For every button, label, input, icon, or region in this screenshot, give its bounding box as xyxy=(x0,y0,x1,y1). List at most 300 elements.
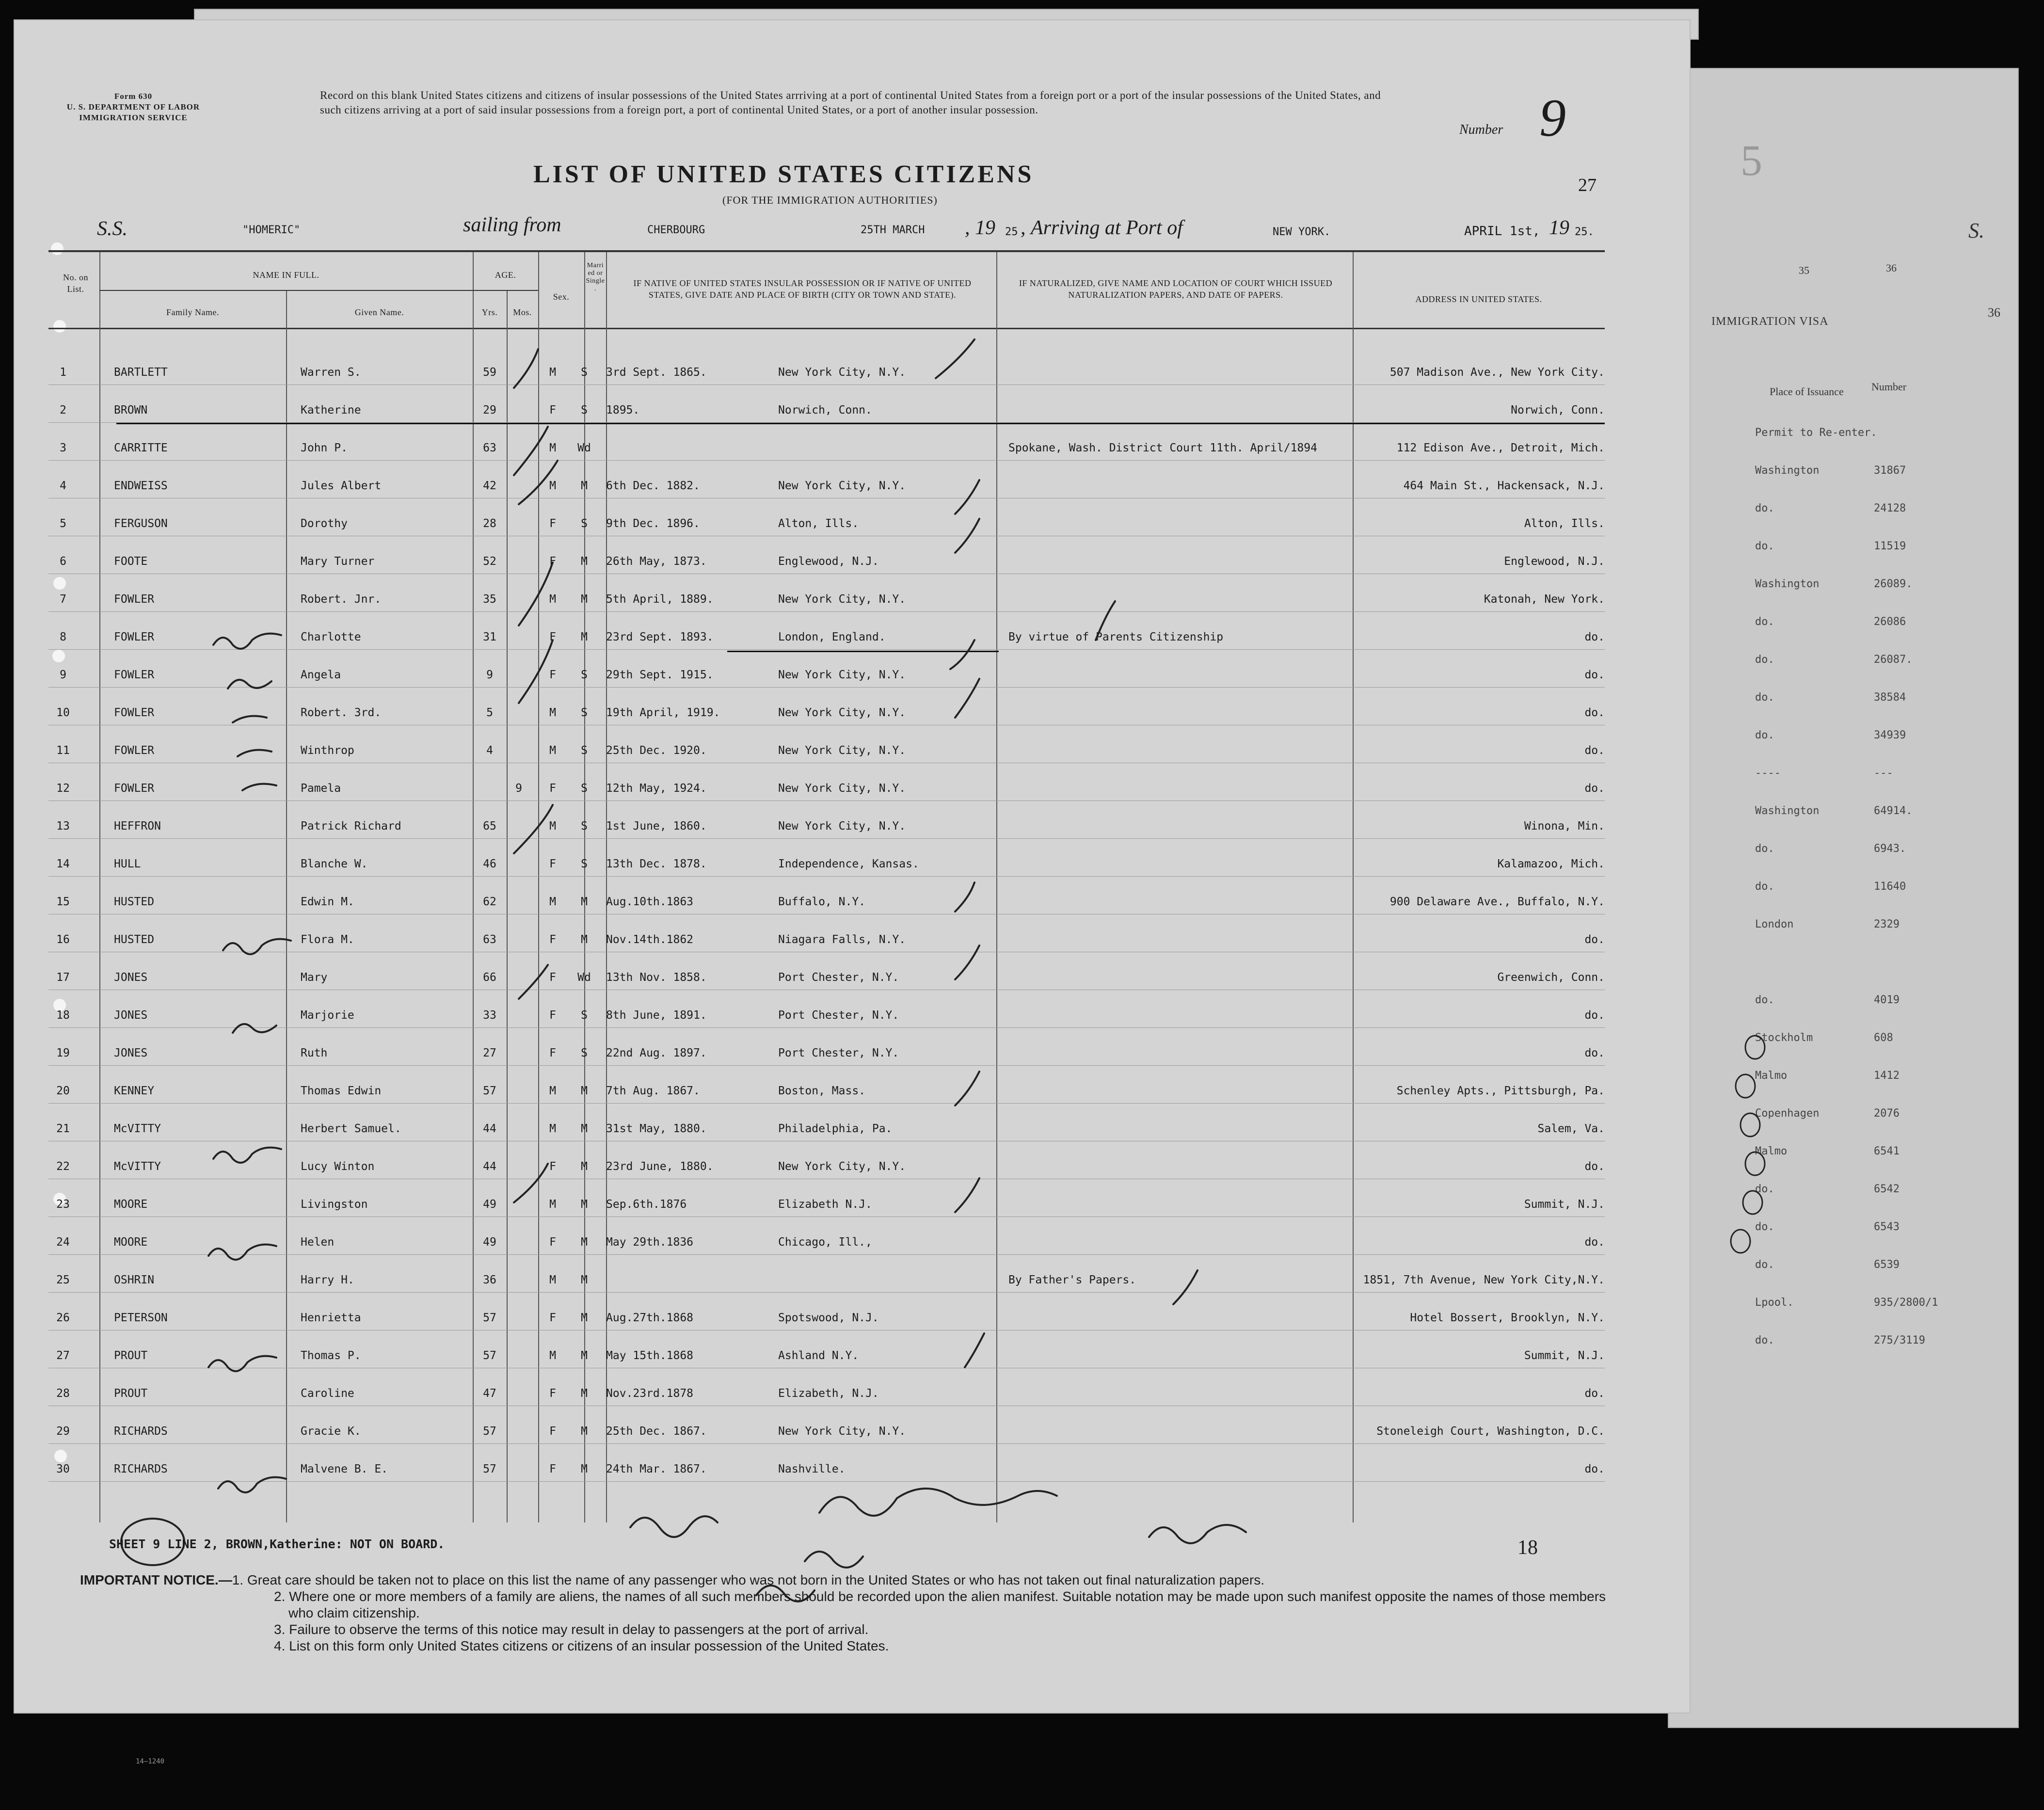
row-number: 27 xyxy=(56,1349,70,1362)
given-name: Mary Turner xyxy=(301,555,375,568)
family-name: JONES xyxy=(114,1047,148,1059)
table-row xyxy=(48,1179,1605,1217)
age-years: 66 xyxy=(483,971,496,984)
marital-status: M xyxy=(581,555,588,568)
col-header-sex: Sex. xyxy=(553,292,570,302)
table-row xyxy=(48,725,1605,763)
address: Norwich, Conn. xyxy=(1511,404,1605,416)
family-name: HEFFRON xyxy=(114,820,161,833)
notice-1: 1. Great care should be taken not to place on this list the name of any passenger who was not born in the United States or who has not taken out final naturalization papers. xyxy=(232,1572,1264,1587)
age-years: 33 xyxy=(483,1009,496,1022)
visa-number: 64914. xyxy=(1874,805,1913,817)
birth-place: Philadelphia, Pa. xyxy=(778,1122,893,1135)
sex: M xyxy=(549,1274,556,1286)
row-number: 17 xyxy=(56,971,70,984)
strike-line-row-2 xyxy=(116,423,1605,424)
family-name: PROUT xyxy=(114,1349,148,1362)
sex: F xyxy=(549,669,556,681)
given-name: Gracie K. xyxy=(301,1425,361,1438)
number-heading: Number xyxy=(1871,381,1907,393)
given-name: Malvene B. E. xyxy=(301,1463,388,1475)
visa-number: 2329 xyxy=(1874,918,1900,930)
ss-label: S.S. xyxy=(97,218,128,240)
sex: M xyxy=(549,1198,556,1211)
family-name: FOWLER xyxy=(114,631,155,643)
family-name: RICHARDS xyxy=(114,1425,168,1438)
age-years: 57 xyxy=(483,1425,496,1438)
address: 1851, 7th Avenue, New York City,N.Y. xyxy=(1363,1274,1605,1286)
punch-hole xyxy=(53,320,66,333)
visa-number: 608 xyxy=(1874,1032,1893,1044)
address: Englewood, N.J. xyxy=(1504,555,1605,568)
notice-line-1 xyxy=(80,1572,1631,1588)
visa-number: 6542 xyxy=(1874,1183,1900,1195)
birth-place: New York City, N.Y. xyxy=(778,820,906,833)
age-years: 9 xyxy=(486,669,493,681)
address: Kalamazoo, Mich. xyxy=(1497,858,1605,870)
birth-date: 9th Dec. 1896. xyxy=(606,517,700,530)
sex: M xyxy=(549,1122,556,1135)
sex: M xyxy=(549,744,556,757)
table-row xyxy=(48,990,1605,1028)
birth-place: Port Chester, N.Y. xyxy=(778,1009,899,1022)
given-name: Patrick Richard xyxy=(301,820,401,833)
birth-date: 25th Dec. 1867. xyxy=(606,1425,707,1438)
age-years: 5 xyxy=(486,706,493,719)
given-name: Thomas Edwin xyxy=(301,1085,382,1097)
visa-place: Permit to Re-enter. xyxy=(1755,427,1877,439)
service-name: IMMIGRATION SERVICE xyxy=(79,113,188,122)
family-name: MOORE xyxy=(114,1236,148,1249)
naturalization: By virtue of Parents Citizenship xyxy=(1008,631,1224,643)
important-notice xyxy=(80,1572,1631,1654)
row-number: 6 xyxy=(60,555,66,568)
family-name: FOWLER xyxy=(114,593,155,606)
birth-place: New York City, N.Y. xyxy=(778,366,906,379)
row-number: 12 xyxy=(56,782,70,795)
sailing-from-label: sailing from xyxy=(463,214,561,236)
birth-place: Spotswood, N.J. xyxy=(778,1312,879,1324)
col-header-naturalization: IF NATURALIZED, GIVE NAME AND LOCATION OF COURT WHICH ISSUED NATURALIZATION PAPERS, AND DATE OF PAPERS. xyxy=(1019,278,1333,300)
given-name: Caroline xyxy=(301,1387,354,1400)
table-row xyxy=(48,1443,1605,1482)
address: do. xyxy=(1584,1047,1605,1059)
row-number: 29 xyxy=(56,1425,70,1438)
age-years: 59 xyxy=(483,366,496,379)
family-name: BROWN xyxy=(114,404,148,416)
given-name: Dorothy xyxy=(301,517,348,530)
visa-place: do. xyxy=(1755,1183,1774,1195)
birth-place: Ashland N.Y. xyxy=(778,1349,859,1362)
visa-place: London xyxy=(1755,918,1794,930)
birth-place: Nashville. xyxy=(778,1463,846,1475)
birth-date: 3rd Sept. 1865. xyxy=(606,366,707,379)
sex: F xyxy=(549,1387,556,1400)
marital-status: S xyxy=(581,1047,588,1059)
birth-date: 13th Nov. 1858. xyxy=(606,971,707,984)
table-row xyxy=(48,347,1605,385)
birth-place: Buffalo, N.Y. xyxy=(778,896,866,908)
row-number: 14 xyxy=(56,858,70,870)
visa-number: 6539 xyxy=(1874,1259,1900,1271)
table-row xyxy=(48,763,1605,801)
row-number: 9 xyxy=(60,669,66,681)
sex: F xyxy=(549,1047,556,1059)
arrival-year-prefix: 19 xyxy=(1549,217,1569,239)
strike-line-row-8 xyxy=(727,651,999,652)
address: Hotel Bossert, Brooklyn, N.Y. xyxy=(1410,1312,1605,1324)
row-number: 3 xyxy=(60,442,66,454)
visa-place: do. xyxy=(1755,616,1774,628)
sex: F xyxy=(549,1312,556,1324)
given-name: Jules Albert xyxy=(301,480,382,492)
visa-number: 11519 xyxy=(1874,540,1906,552)
table-row xyxy=(48,1103,1605,1141)
marital-status: M xyxy=(581,933,588,946)
table-row xyxy=(48,952,1605,990)
table-row xyxy=(48,460,1605,498)
family-name: FOWLER xyxy=(114,744,155,757)
naturalization: Spokane, Wash. District Court 11th. April/1894 xyxy=(1008,442,1317,454)
visa-place: do. xyxy=(1755,1334,1774,1346)
age-years: 4 xyxy=(486,744,493,757)
marital-status: Wd xyxy=(577,442,591,454)
address: do. xyxy=(1584,1236,1605,1249)
table-row xyxy=(48,1330,1605,1368)
print-code: 14—1240 xyxy=(136,1758,165,1765)
marital-status: Wd xyxy=(577,971,591,984)
marital-status: S xyxy=(581,782,588,795)
form-number: Form 630 xyxy=(114,92,153,101)
sex: F xyxy=(549,1160,556,1173)
birth-date: 6th Dec. 1882. xyxy=(606,480,700,492)
sex: F xyxy=(549,1425,556,1438)
table-row xyxy=(48,1217,1605,1255)
punch-hole xyxy=(51,242,64,255)
birth-place: Port Chester, N.Y. xyxy=(778,971,899,984)
age-years: 27 xyxy=(483,1047,496,1059)
col-header-family-name: Family Name. xyxy=(166,307,219,317)
marital-status: M xyxy=(581,1425,588,1438)
visa-number: 31867 xyxy=(1874,465,1906,477)
birth-date: 26th May, 1873. xyxy=(606,555,707,568)
birth-date: 1st June, 1860. xyxy=(606,820,707,833)
sex: M xyxy=(549,593,556,606)
given-name: Robert. Jnr. xyxy=(301,593,382,606)
visa-number: 26086 xyxy=(1874,616,1906,628)
given-name: Helen xyxy=(301,1236,335,1249)
family-name: HUSTED xyxy=(114,896,155,908)
row-number: 15 xyxy=(56,896,70,908)
birth-place: Niagara Falls, N.Y. xyxy=(778,933,906,946)
visa-place: do. xyxy=(1755,654,1774,666)
address: 900 Delaware Ave., Buffalo, N.Y. xyxy=(1389,896,1605,908)
visa-place: do. xyxy=(1755,843,1774,855)
age-years: 28 xyxy=(483,517,496,530)
address: do. xyxy=(1584,669,1605,681)
age-years: 57 xyxy=(483,1349,496,1362)
arrival-date: APRIL 1st, xyxy=(1464,224,1540,239)
col-header-address: ADDRESS IN UNITED STATES. xyxy=(1415,294,1542,304)
form-instructions: Record on this blank United States citizens and citizens of insular possessions of the United States arrriving at a port of continental United States from a foreign port or a port of the insular possessions of the United States, and such citizens arriving at a port of said insular possessions from a foreign port, a port of continental United States, or a port of another insular possession. xyxy=(320,89,1381,116)
table-row xyxy=(48,1368,1605,1406)
family-name: FOOTE xyxy=(114,555,148,568)
col-header-months: Mos. xyxy=(513,307,532,317)
family-name: HUSTED xyxy=(114,933,155,946)
sex: F xyxy=(549,971,556,984)
visa-number: 11640 xyxy=(1874,881,1906,893)
sex: M xyxy=(549,366,556,379)
age-years: 52 xyxy=(483,555,496,568)
address: Stoneleigh Court, Washington, D.C. xyxy=(1376,1425,1605,1438)
family-name: JONES xyxy=(114,1009,148,1022)
col-header-birth: IF NATIVE OF UNITED STATES INSULAR POSSESSION OR IF NATIVE OF UNITED STATES, GIVE DATE AND PLACE OF BIRTH (CITY OR TOWN AND STATE). xyxy=(633,278,972,300)
notice-3: 3. Failure to observe the terms of this notice may result in delay to passengers at the port of arrival. xyxy=(274,1622,869,1637)
address: do. xyxy=(1584,744,1605,757)
visa-place: Malmo xyxy=(1755,1145,1788,1157)
right-col-36-far: 36 xyxy=(1988,305,2000,320)
sex: F xyxy=(549,631,556,643)
family-name: FOWLER xyxy=(114,669,155,681)
birth-date: May 15th.1868 xyxy=(606,1349,694,1362)
visa-number: 26087. xyxy=(1874,654,1913,666)
marital-status: M xyxy=(581,593,588,606)
row-number: 19 xyxy=(56,1047,70,1059)
marital-status: M xyxy=(581,896,588,908)
sex: M xyxy=(549,442,556,454)
birth-date: 13th Dec. 1878. xyxy=(606,858,707,870)
not-on-board-note: SHEET 9 LINE 2, BROWN,Katherine: NOT ON BOARD. xyxy=(109,1537,445,1551)
birth-date: Nov.14th.1862 xyxy=(606,933,694,946)
marital-status: S xyxy=(581,404,588,416)
birth-place: Alton, Ills. xyxy=(778,517,859,530)
age-years: 57 xyxy=(483,1312,496,1324)
right-col-36: 36 xyxy=(1886,262,1897,274)
given-name: Harry H. xyxy=(301,1274,354,1286)
visa-place: do. xyxy=(1755,1221,1774,1233)
address: Summit, N.J. xyxy=(1524,1198,1605,1211)
visa-number: 4019 xyxy=(1874,994,1900,1006)
family-name: McVITTY xyxy=(114,1160,161,1173)
given-name: Ruth xyxy=(301,1047,328,1059)
marital-status: S xyxy=(581,517,588,530)
address: do. xyxy=(1584,1160,1605,1173)
marital-status: S xyxy=(581,1009,588,1022)
given-name: Livingston xyxy=(301,1198,368,1211)
family-name: FOWLER xyxy=(114,706,155,719)
departure-year-prefix-text: 19 xyxy=(975,217,995,239)
birth-date: 23rd June, 1880. xyxy=(606,1160,714,1173)
sex: F xyxy=(549,933,556,946)
table-header-bottom-rule xyxy=(48,328,1605,329)
row-number: 5 xyxy=(60,517,66,530)
address: Summit, N.J. xyxy=(1524,1349,1605,1362)
family-name: PROUT xyxy=(114,1387,148,1400)
visa-place: Stockholm xyxy=(1755,1032,1813,1044)
age-years: 62 xyxy=(483,896,496,908)
marital-status: S xyxy=(581,858,588,870)
family-name: BARTLETT xyxy=(114,366,168,379)
address: do. xyxy=(1584,933,1605,946)
marital-status: S xyxy=(581,820,588,833)
col-header-marital: Married or Single. xyxy=(586,262,605,292)
birth-place: Independence, Kansas. xyxy=(778,858,919,870)
right-col-35: 35 xyxy=(1799,264,1809,276)
sex: F xyxy=(549,1463,556,1475)
birth-date: 12th May, 1924. xyxy=(606,782,707,795)
marital-status: M xyxy=(581,1236,588,1249)
visa-place: do. xyxy=(1755,691,1774,704)
given-name: Edwin M. xyxy=(301,896,354,908)
birth-date: 24th Mar. 1867. xyxy=(606,1463,707,1475)
marital-status: M xyxy=(581,1463,588,1475)
visa-place: Washington xyxy=(1755,578,1820,590)
birth-place: Englewood, N.J. xyxy=(778,555,879,568)
row-number: 28 xyxy=(56,1387,70,1400)
col-header-number: No. on List. xyxy=(63,272,88,294)
address: Greenwich, Conn. xyxy=(1497,971,1605,984)
right-page-mark: 5 xyxy=(1741,137,1762,185)
birth-date: 8th June, 1891. xyxy=(606,1009,707,1022)
sex: F xyxy=(549,404,556,416)
table-row xyxy=(48,384,1605,423)
given-name: Lucy Winton xyxy=(301,1160,375,1173)
sex: M xyxy=(549,896,556,908)
visa-place: do. xyxy=(1755,729,1774,741)
sex: M xyxy=(549,1085,556,1097)
age-years: 57 xyxy=(483,1463,496,1475)
row-number: 16 xyxy=(56,933,70,946)
marital-status: S xyxy=(581,366,588,379)
sex: M xyxy=(549,480,556,492)
row-number: 8 xyxy=(60,631,66,643)
notice-4: 4. List on this form only United States citizens or citizens of an insular possession of the United States. xyxy=(274,1638,889,1653)
visa-number: 6543 xyxy=(1874,1221,1900,1233)
table-row xyxy=(48,1027,1605,1066)
sex: F xyxy=(549,1236,556,1249)
arrival-year-suffix: 25. xyxy=(1575,226,1594,238)
birth-place: New York City, N.Y. xyxy=(778,706,906,719)
age-months: 9 xyxy=(515,782,522,795)
visa-number: 1412 xyxy=(1874,1070,1900,1082)
port-of-departure: CHERBOURG xyxy=(647,224,705,236)
visa-number: --- xyxy=(1874,767,1893,779)
birth-date: 7th Aug. 1867. xyxy=(606,1085,700,1097)
sex: M xyxy=(549,820,556,833)
department-name: U. S. DEPARTMENT OF LABOR xyxy=(66,102,200,112)
marital-status: S xyxy=(581,744,588,757)
address: do. xyxy=(1584,1387,1605,1400)
address: Salem, Va. xyxy=(1537,1122,1605,1135)
marital-status: S xyxy=(581,706,588,719)
birth-date: 23rd Sept. 1893. xyxy=(606,631,714,643)
table-row xyxy=(48,611,1605,650)
birth-date: 22nd Aug. 1897. xyxy=(606,1047,707,1059)
age-years: 29 xyxy=(483,404,496,416)
row-number: 11 xyxy=(56,744,70,757)
given-name: Pamela xyxy=(301,782,341,795)
row-number: 4 xyxy=(60,480,66,492)
birth-place: New York City, N.Y. xyxy=(778,480,906,492)
row-number: 2 xyxy=(60,404,66,416)
age-years: 65 xyxy=(483,820,496,833)
row-number: 13 xyxy=(56,820,70,833)
visa-number: 34939 xyxy=(1874,729,1906,741)
row-number: 23 xyxy=(56,1198,70,1211)
birth-date: Aug.27th.1868 xyxy=(606,1312,694,1324)
birth-place: Chicago, Ill., xyxy=(778,1236,872,1249)
row-number: 10 xyxy=(56,706,70,719)
marital-status: M xyxy=(581,1349,588,1362)
arriving-label-text: Arriving at Port of xyxy=(1031,217,1183,239)
family-name: PETERSON xyxy=(114,1312,168,1324)
given-name: Mary xyxy=(301,971,328,984)
birth-place: London, England. xyxy=(778,631,886,643)
row-number: 20 xyxy=(56,1085,70,1097)
table-row xyxy=(48,1254,1605,1293)
age-years: 63 xyxy=(483,933,496,946)
birth-date: 25th Dec. 1920. xyxy=(606,744,707,757)
given-name: Angela xyxy=(301,669,341,681)
birth-date: 29th Sept. 1915. xyxy=(606,669,714,681)
table-row xyxy=(48,1141,1605,1179)
marital-status: M xyxy=(581,1312,588,1324)
birth-place: New York City, N.Y. xyxy=(778,744,906,757)
place-heading: Place of Issuance xyxy=(1770,385,1844,398)
visa-place: Copenhagen xyxy=(1755,1107,1820,1120)
given-name: Herbert Samuel. xyxy=(301,1122,401,1135)
given-name: Flora M. xyxy=(301,933,354,946)
age-years: 36 xyxy=(483,1274,496,1286)
birth-date: 1895. xyxy=(606,404,640,416)
birth-place: Port Chester, N.Y. xyxy=(778,1047,899,1059)
table-row xyxy=(48,574,1605,612)
marital-status: M xyxy=(581,1160,588,1173)
visa-number: 26089. xyxy=(1874,578,1913,590)
age-years: 63 xyxy=(483,442,496,454)
marital-status: S xyxy=(581,669,588,681)
table-row xyxy=(48,422,1605,461)
page-subtitle: (FOR THE IMMIGRATION AUTHORITIES) xyxy=(722,194,938,206)
family-name: KENNEY xyxy=(114,1085,155,1097)
address: do. xyxy=(1584,706,1605,719)
address: Katonah, New York. xyxy=(1484,593,1605,606)
port-of-arrival: NEW YORK. xyxy=(1273,226,1331,238)
given-name: Marjorie xyxy=(301,1009,354,1022)
birth-place: Elizabeth, N.J. xyxy=(778,1387,879,1400)
visa-number: 935/2800/1 xyxy=(1874,1297,1938,1309)
family-name: HULL xyxy=(114,858,141,870)
age-years: 42 xyxy=(483,480,496,492)
birth-place: New York City, N.Y. xyxy=(778,593,906,606)
col-header-age: AGE. xyxy=(495,270,516,280)
table-row xyxy=(48,914,1605,952)
birth-date: 19th April, 1919. xyxy=(606,706,720,719)
given-name: Warren S. xyxy=(301,366,361,379)
visa-place: Lpool. xyxy=(1755,1297,1794,1309)
page-title: LIST OF UNITED STATES CITIZENS xyxy=(533,160,1034,188)
given-name: John P. xyxy=(301,442,348,454)
address: do. xyxy=(1584,782,1605,795)
visa-place: Washington xyxy=(1755,465,1820,477)
age-years: 47 xyxy=(483,1387,496,1400)
family-name: JONES xyxy=(114,971,148,984)
birth-place: New York City, N.Y. xyxy=(778,782,906,795)
visa-place: Washington xyxy=(1755,805,1820,817)
visa-number: 24128 xyxy=(1874,502,1906,514)
visa-number: 6541 xyxy=(1874,1145,1900,1157)
departure-date: 25TH MARCH xyxy=(861,224,925,236)
